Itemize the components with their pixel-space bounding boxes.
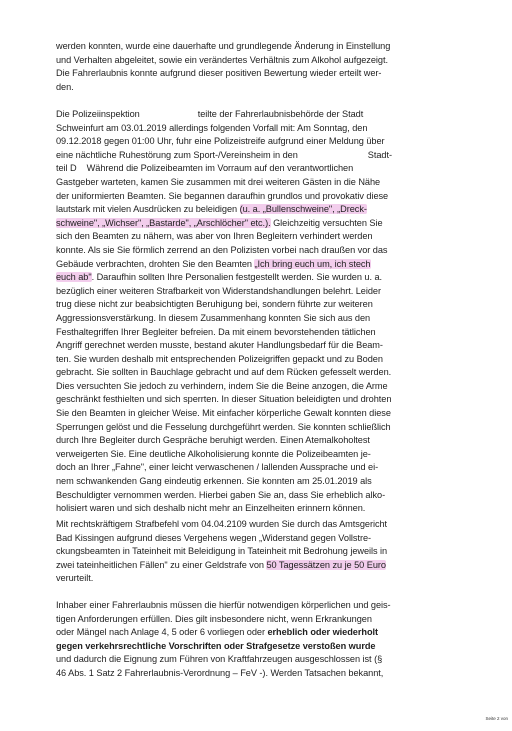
text-run: tigen Anforderungen erfüllen. Dies gilt insbesondere nicht, wenn Erkrankungen [56,613,372,624]
text-run: geschränkt festhielten und sich sperrten. In dieser Situation beleidigten und drohten [56,394,392,405]
text-run: Gleichzeitig versuchten Sie [270,217,383,228]
text-run: und Verhalten abgeleitet, sowie ein verändertes Verhältnis zum Alkohol aufgezeigt. [56,54,388,65]
text-run: sich den Beamten zu nähern, was aber von Ihren Begleitern verhindert werden [56,231,373,242]
text-run: den. [56,81,74,92]
text-run: Mit rechtskräftigem Strafbefehl vom 04.04.2109 wurden Sie durch das Amtsgericht [56,519,388,529]
text-run: trug diese nicht zur beabsichtigten Beruhigung bei, sondern führte zur weiteren [56,299,373,310]
text-run: Dies versuchten Sie jedoch zu verhindern, indem Sie die Beine anzogen, die Arme [56,380,388,391]
text-run: der uniformierten Beamten. Sie begannen daraufhin grundlos und provokativ diese [56,190,389,201]
highlighted-text: (u. a. „Bullenschweine", „Dreck- [239,204,367,215]
highlighted-text: „Ich bring euch um, ich stech [254,258,371,269]
text-line [56,559,458,573]
highlighted-text: 50 Tagessätzen zu je 50 Euro [266,559,386,570]
text-line [56,461,458,475]
text-run: eine nächtliche Ruhestörung zum Sport-/Vereinsheim in den [56,149,298,160]
text-line [56,640,458,654]
text-line [56,271,458,285]
text-run: Die Fahrerlaubnis konnte aufgrund dieser positiven Bewertung wieder erteilt wer- [56,68,382,79]
text-line [56,81,458,95]
bold-text: gegen verkehrsrechtliche Vorschriften oder Strafgesetze verstoßen wurde [56,640,376,651]
text-line [56,393,458,407]
text-line [56,380,458,394]
text-line [56,545,458,559]
paragraph-incident-report [56,108,458,516]
text-line [56,230,458,244]
text-run: Inhaber einer Fahrerlaubnis müssen die hierfür notwendigen körperlichen und geis- [56,600,391,610]
text-run: verweigerten Sie. Eine deutliche Alkoholisierung konnte die Polizeibeamten je- [56,448,371,459]
text-line [56,135,458,149]
text-line [56,326,458,340]
text-line [56,421,458,435]
text-run: verurteilt. [56,573,94,584]
bold-text: erheblich oder wiederholt [267,627,379,638]
text-line [56,448,458,462]
text-line [56,407,458,421]
text-line [56,339,458,353]
text-run: oder Mängel nach Anlage 4, 5 oder 6 vorliegen oder [56,627,268,638]
text-line [56,298,458,312]
text-run: durch Ihre Begleiter durch Gespräche beruhigt werden. Einen Atemalkoholtest [56,435,370,446]
text-line [56,626,458,640]
text-line [56,217,458,231]
text-run: doch an Ihrer „Fahne", einer leicht verwaschenen / lallenden Aussprache und ei- [56,462,379,473]
text-line [56,366,458,380]
text-run: . Daraufhin sollten Ihre Personalien festgestellt werden. Sie wurden u. a. [91,272,383,283]
text-line [56,176,458,190]
text-run: Sie den Beamten in gleicher Weise. Mit einfacher körperliche Gewalt konnten diese [56,408,391,419]
text-run: ckungsbeamten in Tateinheit mit Beleidigung in Tateinheit mit Bedrohung jeweils in [56,546,388,557]
text-line [56,190,458,204]
highlighted-text: schweine", „Wichser", „Bastarde", „Arschlöcher" etc.). [56,217,271,228]
text-line [56,475,458,489]
text-line [56,203,458,217]
text-run: ten. Sie wurden deshalb mit entsprechenden Polizeigriffen gepackt und zu Boden [56,353,383,364]
text-line [56,599,458,613]
text-line [56,653,458,667]
paragraph-legal-requirements [56,599,458,681]
text-run: konnte. Als sie Sie förmlich zerrend an den Polizisten vorbei nach draußen vor das [56,244,388,255]
text-run: nem schwankenden Gang eindeutig erkennen. Sie konnten am 25.01.2019 als [56,476,372,487]
text-line [56,149,458,163]
text-line [56,518,458,532]
text-run: Bad Kissingen aufgrund dieses Vergehens wegen „Widerstand gegen Vollstre- [56,532,372,543]
text-line [56,353,458,367]
page-footer: Seite 2 von [485,716,508,721]
text-line [56,489,458,503]
text-run: Die Polizeiinspektion [56,109,140,119]
text-line [56,572,458,586]
text-run: Gebäude verbrachten, drohten Sie den Beamten [56,258,255,269]
text-run: Beschuldigter vernommen werden. Hierbei gaben Sie an, dass Sie erheblich alko- [56,489,386,500]
text-line [56,434,458,448]
text-line [56,667,458,681]
text-line [56,162,458,176]
text-line [56,502,458,516]
text-run: zwei tateinheitlichen Fällen" zu einer Geldstrafe von [56,559,267,570]
text-run: Festhaltegriffen Ihrer Begleiter befreien. Da mit einem bevorstehenden tätlichen [56,326,376,337]
text-run: 46 Abs. 1 Satz 2 Fahrerlaubnis-Verordnung – FeV -). Werden Tatsachen bekannt, [56,667,384,678]
text-line [56,258,458,272]
highlighted-text: euch ab" [56,272,92,283]
text-run: 09.12.2018 gegen 01:00 Uhr, fuhr eine Polizeistreife aufgrund einer Meldung über [56,136,385,147]
text-line [56,244,458,258]
text-line [56,108,458,122]
text-run: teilte der Fahrerlaubnisbehörde der Stadt [197,109,364,119]
text-run: bezüglich einer weiteren Strafbarkeit von Widerstandshandlungen belehrt. Leider [56,285,381,296]
text-run: Angriff gerechnet werden musste, bestand akuter Handlungsbedarf für die Beam- [56,340,383,351]
text-line [56,67,458,81]
text-run: werden konnten, wurde eine dauerhafte und grundlegende Änderung in Einstellung [56,41,391,51]
text-run: Sperrungen gelöst und die Fesselung durchgeführt werden. Sie konnten schließlich [56,421,391,432]
text-run: teil D [56,163,77,174]
text-run: gebracht. Sie sollten in Bauchlage gebracht und auf dem Rücken gefesselt werden. [56,367,392,378]
text-line [56,40,458,54]
text-line [56,54,458,68]
text-run: Während die Polizeibeamten im Vorraum auf den verantwortlichen [86,163,354,174]
text-line [56,613,458,627]
text-run: Stadt- [367,149,392,160]
text-line [56,532,458,546]
paragraph-penalty-order [56,518,458,586]
text-run: lautstark mit vielen Ausdrücken zu beleidigen [56,204,240,215]
text-line [56,285,458,299]
text-run: Schweinfurt am 03.01.2019 allerdings folgenden Vorfall mit: Am Sonntag, den [56,122,368,133]
text-line [56,122,458,136]
text-line [56,312,458,326]
text-run: Gastgeber warteten, kamen Sie zusammen mit drei weiteren Gästen in die Nähe [56,176,381,187]
text-run: holisiert waren und sich deshalb nicht mehr an Einzelheiten erinnern können. [56,503,366,514]
text-run: Aggressionsverstärkung. In diesem Zusammenhang konnten Sie sich aus den [56,312,371,323]
paragraph-reinstatement [56,40,458,94]
text-run: und dadurch die Eignung zum Führen von Kraftfahrzeugen ausgeschlossen ist (§ [56,654,383,665]
